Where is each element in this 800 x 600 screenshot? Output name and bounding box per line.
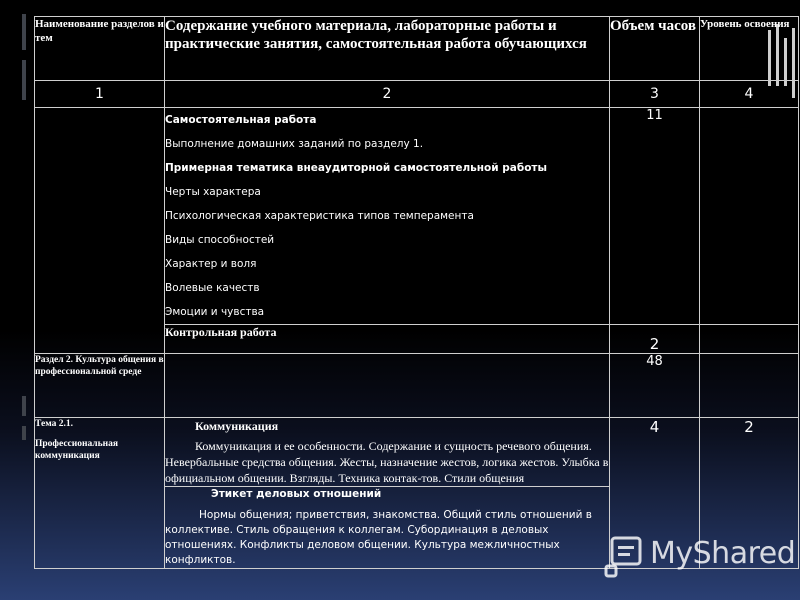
block-text: Нормы общения; приветствия, знакомства. Общий стиль отношений в коллективе. Стиль обращения к коллегам. Субординация в деловых отношениях. Конфликты деловом общении. Культура межличностных конфликтов. [165, 509, 592, 566]
block-title: Этикет деловых отношений [211, 488, 382, 500]
empty-cell [700, 325, 799, 354]
list-item: Психологическая характеристика типов темперамента [165, 210, 474, 222]
table-row [35, 108, 799, 325]
table-row [35, 354, 799, 418]
list-item: Черты характера [165, 186, 261, 198]
column-number-row [35, 81, 799, 108]
table-header-row [35, 17, 799, 81]
section-hours: 48 [610, 354, 700, 418]
column-number: 3 [610, 81, 700, 108]
empty-cell [700, 354, 799, 418]
communication-block [165, 418, 610, 487]
column-number: 2 [165, 81, 610, 108]
list-item: Примерная тематика внеаудиторной самостоятельной работы [165, 162, 548, 174]
control-work-label: Контрольная работа [165, 325, 610, 354]
section-title: Раздел 2. Культура общения в профессиональной среде [35, 354, 165, 418]
column-number: 1 [35, 81, 165, 108]
header-level: Уровень освоения [700, 17, 799, 81]
curriculum-table [34, 16, 799, 569]
self-work-hours: 11 [610, 108, 700, 325]
list-item: Виды способностей [165, 234, 275, 246]
block-title: Коммуникация [195, 419, 279, 433]
self-work-list [165, 108, 610, 325]
topic-hours: 4 [610, 418, 700, 569]
table-row [35, 418, 799, 487]
list-item: Выполнение домашних заданий по разделу 1. [165, 138, 424, 150]
list-item: Характер и воля [165, 258, 257, 270]
watermark [604, 532, 794, 582]
topic-number: Тема 2.1. [35, 419, 73, 429]
topic-level: 2 [700, 418, 799, 569]
empty-cell [165, 354, 610, 418]
control-work-hours: 2 [610, 325, 700, 354]
etiquette-block [165, 487, 610, 569]
list-item: Самостоятельная работа [165, 114, 317, 126]
empty-cell [35, 108, 165, 354]
header-hours: Объем часов [610, 17, 700, 81]
header-content: Содержание учебного материала, лабораторные работы и практические занятия, самостоятельная работа обучающихся [165, 17, 610, 81]
list-item: Волевые качеств [165, 282, 260, 294]
watermark-text: MyShared [650, 536, 796, 571]
presentation-icon [604, 534, 644, 578]
topic-name: Профессиональная коммуникация [35, 439, 119, 461]
list-item: Эмоции и чувства [165, 306, 265, 318]
left-decoration [0, 0, 36, 600]
column-number: 4 [700, 81, 799, 108]
block-text: Коммуникация и ее особенности. Содержание и сущность речевого общения. Невербальные средства общения. Жесты, назначение жестов, логика жестов. Улыбка в официальном общении. Взгляды. Техника контак-тов. Стили общения [165, 439, 609, 485]
header-sections: Наименование разделов и тем [35, 17, 165, 81]
topic-cell [35, 418, 165, 569]
empty-cell [700, 108, 799, 325]
